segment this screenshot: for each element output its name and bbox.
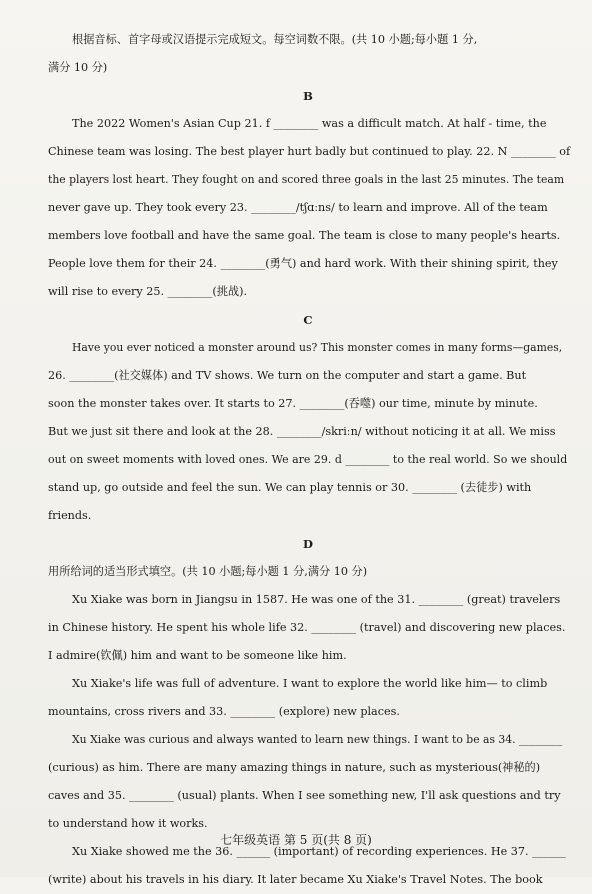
passage-line: (curious) as him. There are many amazing things in nature, such as mysterious(神秘的) <box>48 761 541 774</box>
passage-line: to understand how it works. <box>48 817 208 830</box>
passage-line: People love them for their 24. ________(勇气) and hard work. With their shining spirit, they <box>48 257 558 270</box>
passage-line: friends. <box>48 509 92 522</box>
page-footer: 七年级英语 第 5 页(共 8 页) <box>220 833 372 847</box>
passage-line: I admire(钦佩) him and want to be someone like him. <box>48 649 347 662</box>
passage-line: caves and 35. ________ (usual) plants. When I see something new, I'll ask questions and try <box>48 789 561 802</box>
passage-line: (write) about his travels in his diary. It later became Xu Xiake's Travel Notes. The book <box>48 873 543 886</box>
passage-line: out on sweet moments with loved ones. We are 29. d ________ to the real world. So we should <box>48 453 568 466</box>
passage-line: in Chinese history. He spent his whole life 32. ________ (travel) and discovering new places. <box>48 621 566 634</box>
passage-line: never gave up. They took every 23. ________/tʃɑːns/ to learn and improve. All of the team <box>48 201 548 214</box>
instructions-line-2: 满分 10 分) <box>48 61 108 74</box>
section-c-passage <box>48 334 570 530</box>
section-d-heading: D <box>303 537 313 551</box>
section-d-instructions: 用所给词的适当形式填空。(共 10 小题;每小题 1 分,满分 10 分) <box>48 565 368 578</box>
passage-line: Xu Xiake was curious and always wanted to learn new things. I want to be as 34. ________ <box>72 733 563 746</box>
section-c-heading: C <box>303 313 313 327</box>
instructions-line-1: 根据音标、首字母或汉语提示完成短文。每空词数不限。(共 10 小题;每小题 1 分, <box>72 33 478 46</box>
passage-line: will rise to every 25. ________(挑战). <box>48 285 248 298</box>
section-b-heading: B <box>303 89 313 103</box>
passage-line: stand up, go outside and feel the sun. We can play tennis or 30. ________ (去徒步) with <box>48 481 532 494</box>
passage-line: But we just sit there and look at the 28. ________/skriːn/ without noticing it at all. We miss <box>48 425 556 438</box>
passage-line: soon the monster takes over. It starts to 27. ________(吞噬) our time, minute by minute. <box>48 397 538 410</box>
passage-line: Xu Xiake's life was full of adventure. I want to explore the world like him— to climb <box>72 677 548 690</box>
passage-line: the players lost heart. They fought on and scored three goals in the last 25 minutes. The team <box>48 173 565 186</box>
passage-line: mountains, cross rivers and 33. ________ (explore) new places. <box>48 705 400 718</box>
passage-line: Have you ever noticed a monster around us? This monster comes in many forms—games, <box>72 341 563 354</box>
passage-line: Chinese team was losing. The best player hurt badly but continued to play. 22. N ________ of <box>48 145 571 158</box>
passage-line: The 2022 Women's Asian Cup 21. f ________ was a difficult match. At half - time, the <box>72 117 547 130</box>
passage-line: 26. ________(社交媒体) and TV shows. We turn on the computer and start a game. But <box>48 369 527 382</box>
passage-line: Xu Xiake showed me the 36. ______ (important) of recording experiences. He 37. ______ <box>72 845 566 858</box>
passage-line: members love football and have the same goal. The team is close to many people's hearts. <box>48 229 561 242</box>
passage-line: Xu Xiake was born in Jiangsu in 1587. He was one of the 31. ________ (great) travelers <box>72 593 561 606</box>
section-b-passage <box>48 110 570 306</box>
